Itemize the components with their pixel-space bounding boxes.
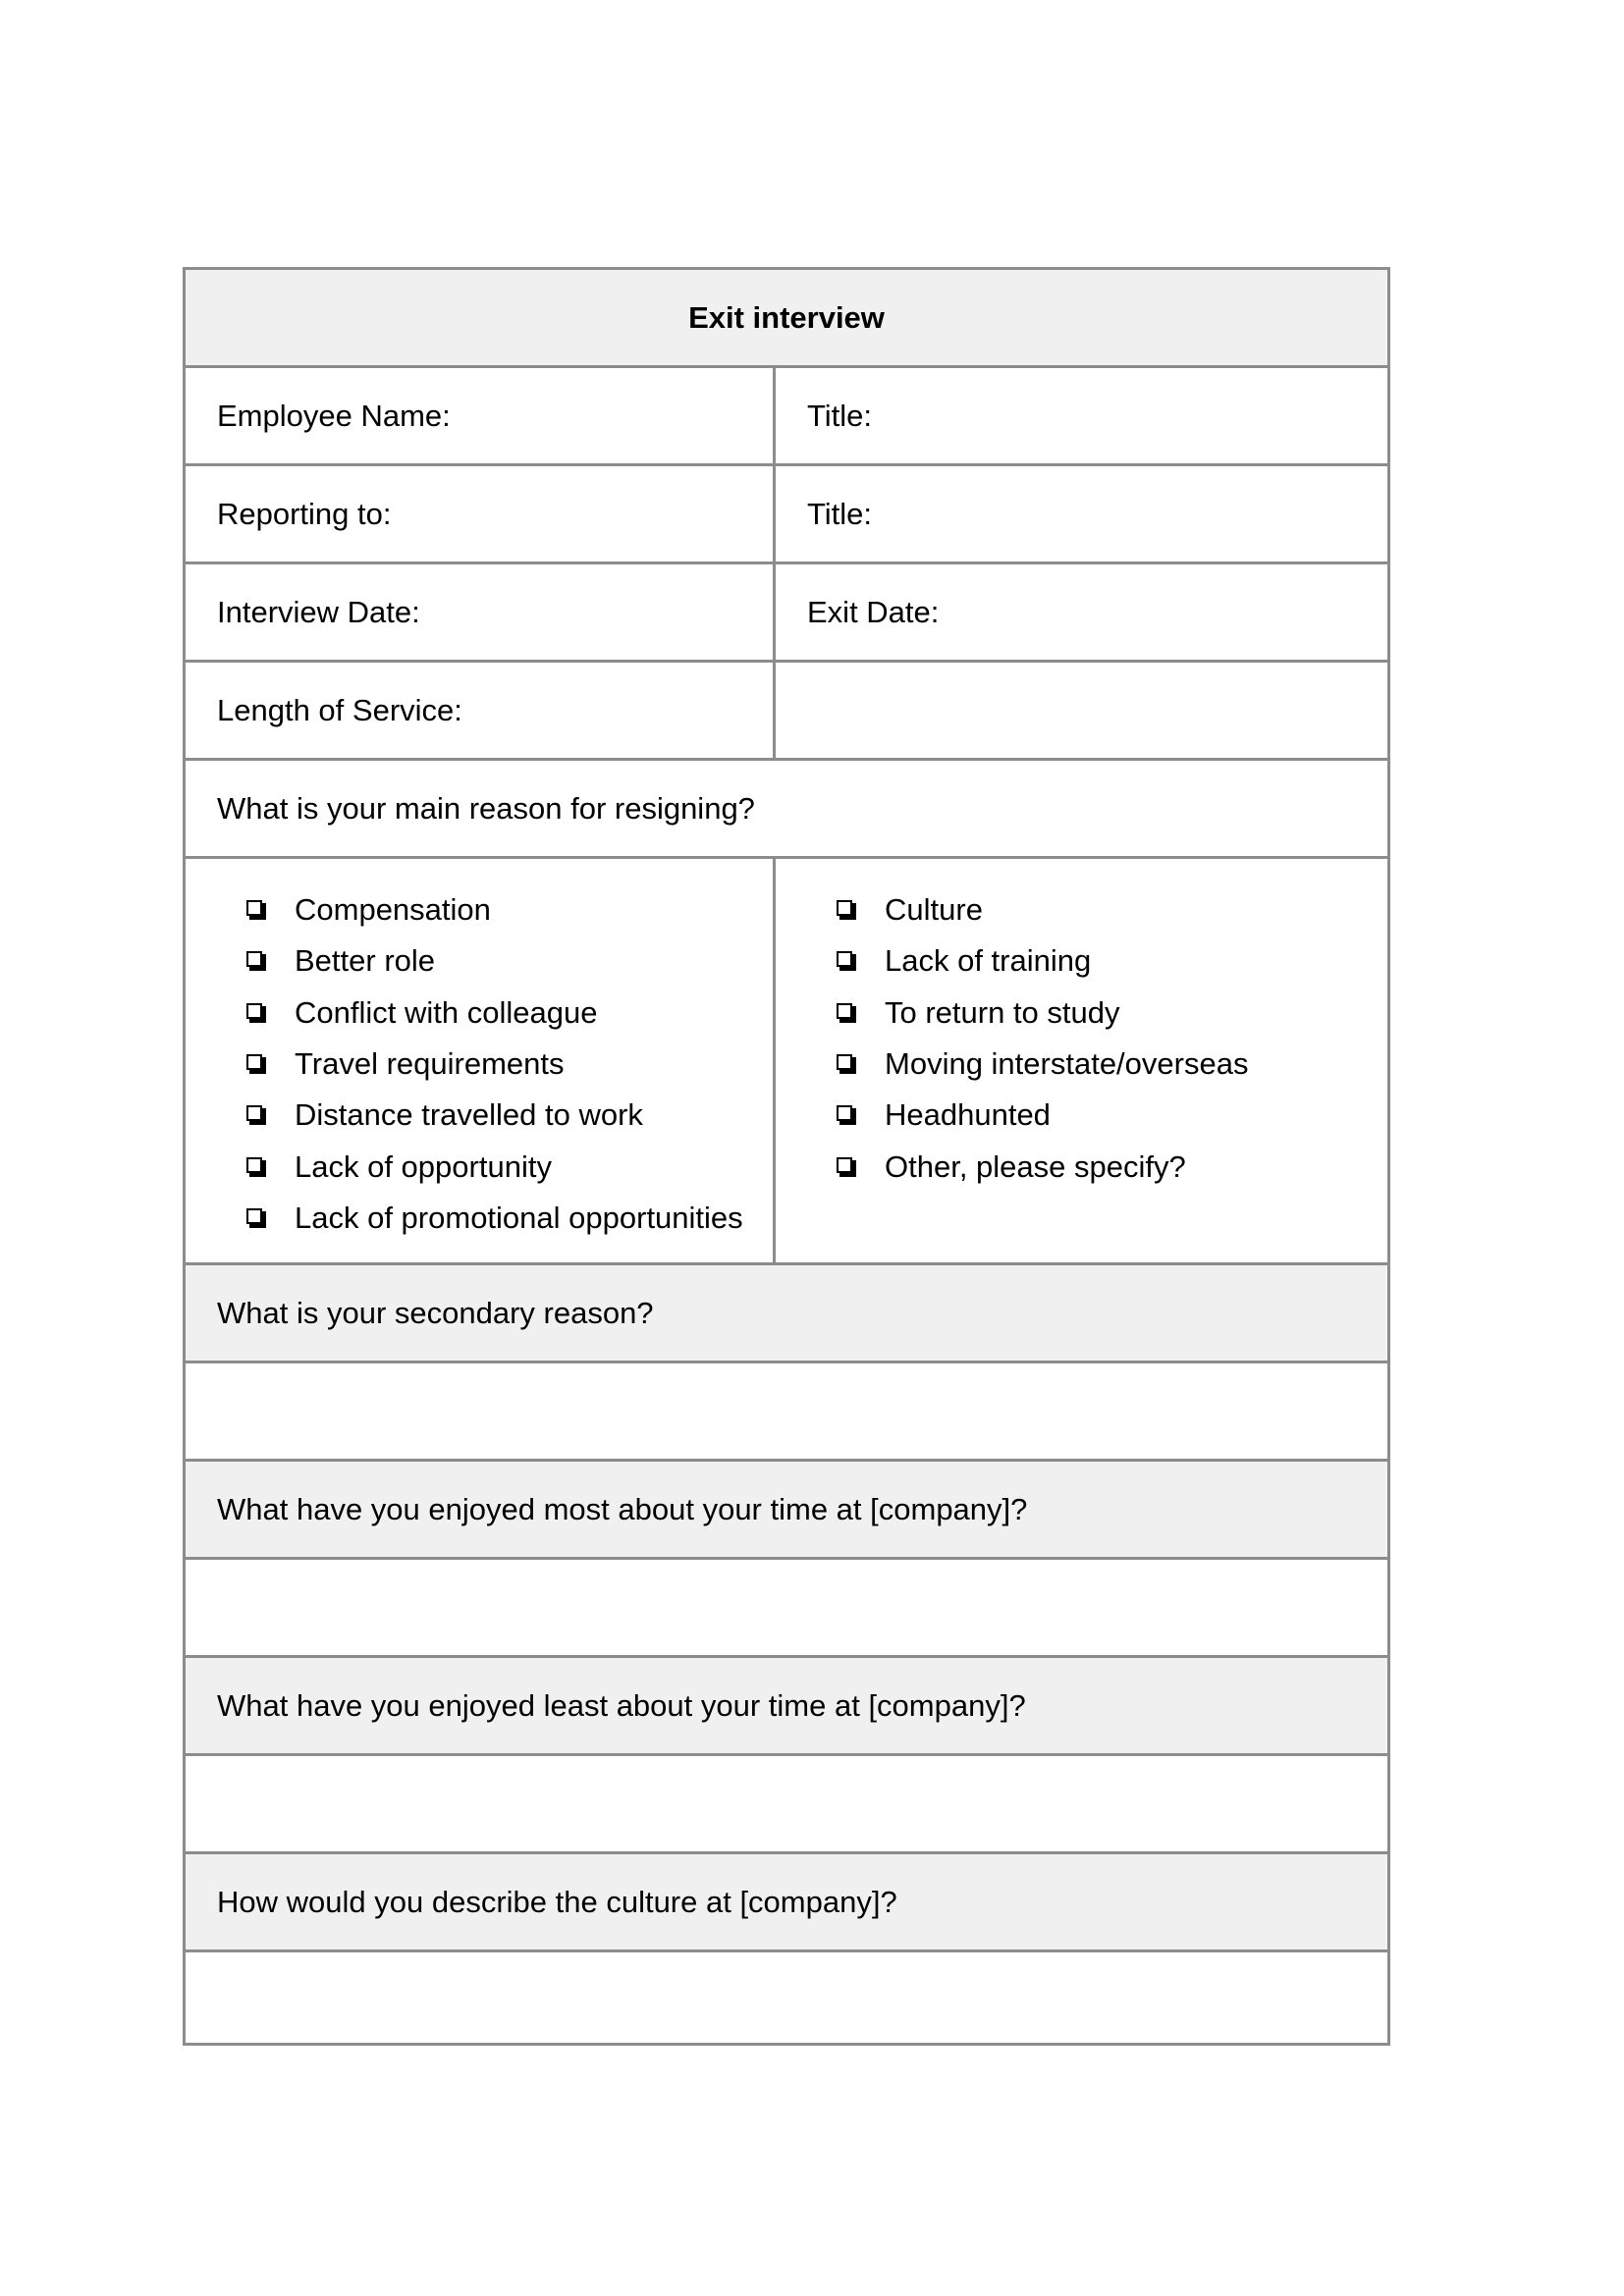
service-row	[186, 663, 1387, 761]
reason-option[interactable]	[246, 1039, 773, 1090]
reason-label: To return to study	[885, 994, 1120, 1030]
reason-option[interactable]	[837, 884, 1387, 935]
checkbox-icon[interactable]	[246, 951, 266, 971]
reason-option[interactable]	[246, 1193, 773, 1244]
enjoyed-least-answer[interactable]	[186, 1756, 1387, 1854]
exit-date-field[interactable]	[776, 564, 1387, 660]
reason-option[interactable]	[246, 884, 773, 935]
exit-date-label: Exit Date:	[807, 594, 940, 629]
main-reason-row	[186, 761, 1387, 859]
checkbox-icon[interactable]	[246, 900, 266, 920]
reason-option[interactable]	[837, 1141, 1387, 1192]
reason-label: Distance travelled to work	[295, 1097, 643, 1133]
reason-label: Conflict with colleague	[295, 994, 598, 1030]
employee-name-label: Employee Name:	[217, 398, 451, 433]
enjoyed-least-cell	[186, 1658, 1387, 1753]
length-of-service-field[interactable]	[186, 663, 776, 758]
reason-label: Compensation	[295, 892, 491, 928]
reason-label: Headhunted	[885, 1097, 1051, 1133]
checkbox-icon[interactable]	[246, 1105, 266, 1125]
culture-cell	[186, 1854, 1387, 1949]
manager-title-field[interactable]	[776, 466, 1387, 561]
checkbox-icon[interactable]	[837, 1003, 856, 1023]
secondary-reason-cell	[186, 1265, 1387, 1361]
enjoyed-most-cell	[186, 1462, 1387, 1557]
checkbox-icon[interactable]	[837, 900, 856, 920]
employee-title-label: Title:	[807, 398, 873, 433]
exit-interview-form	[183, 267, 1390, 2046]
checkbox-icon[interactable]	[837, 1157, 856, 1177]
checkbox-icon[interactable]	[246, 1054, 266, 1074]
reason-option[interactable]	[837, 1090, 1387, 1141]
culture-row	[186, 1854, 1387, 1952]
reason-option[interactable]	[246, 1141, 773, 1192]
enjoyed-most-row	[186, 1462, 1387, 1560]
manager-title-label: Title:	[807, 496, 873, 531]
length-of-service-label: Length of Service:	[217, 692, 462, 727]
reasons-row	[186, 859, 1387, 1265]
length-of-service-value[interactable]	[776, 663, 1387, 758]
enjoyed-most-answer[interactable]	[186, 1560, 1387, 1658]
interview-date-label: Interview Date:	[217, 594, 420, 629]
secondary-reason-row	[186, 1265, 1387, 1363]
main-reason-question: What is your main reason for resigning?	[217, 790, 755, 826]
secondary-reason-answer[interactable]	[186, 1363, 1387, 1462]
reason-label: Lack of promotional opportunities	[295, 1200, 743, 1235]
reason-label: Other, please specify?	[885, 1148, 1186, 1184]
reason-label: Moving interstate/overseas	[885, 1046, 1249, 1082]
employee-row	[186, 368, 1387, 466]
employee-title-field[interactable]	[776, 368, 1387, 463]
checkbox-icon[interactable]	[246, 1157, 266, 1177]
reason-option[interactable]	[246, 1090, 773, 1141]
culture-answer[interactable]	[186, 1952, 1387, 2043]
reporting-to-label: Reporting to:	[217, 496, 392, 531]
employee-name-field[interactable]	[186, 368, 776, 463]
secondary-reason-question: What is your secondary reason?	[217, 1295, 654, 1330]
checkbox-icon[interactable]	[246, 1003, 266, 1023]
reason-option[interactable]	[837, 988, 1387, 1039]
interview-date-field[interactable]	[186, 564, 776, 660]
reasons-right-column	[776, 859, 1387, 1262]
checkbox-icon[interactable]	[837, 951, 856, 971]
reason-option[interactable]	[837, 935, 1387, 987]
reason-label: Culture	[885, 892, 983, 928]
form-title-cell	[186, 270, 1387, 365]
form-title-row	[186, 270, 1387, 368]
dates-row	[186, 564, 1387, 663]
culture-question: How would you describe the culture at [company]?	[217, 1884, 897, 1919]
reason-label: Lack of training	[885, 943, 1092, 979]
form-title: Exit interview	[688, 299, 885, 335]
checkbox-icon[interactable]	[246, 1208, 266, 1228]
reason-option[interactable]	[837, 1039, 1387, 1090]
checkbox-icon[interactable]	[837, 1054, 856, 1074]
reason-label: Travel requirements	[295, 1046, 565, 1082]
reporting-row	[186, 466, 1387, 564]
enjoyed-least-question: What have you enjoyed least about your time at [company]?	[217, 1687, 1026, 1723]
reason-option[interactable]	[246, 988, 773, 1039]
reason-label: Better role	[295, 943, 436, 979]
main-reason-cell	[186, 761, 1387, 856]
reason-option[interactable]	[246, 935, 773, 987]
checkbox-icon[interactable]	[837, 1105, 856, 1125]
reason-label: Lack of opportunity	[295, 1148, 552, 1184]
reporting-to-field[interactable]	[186, 466, 776, 561]
enjoyed-least-row	[186, 1658, 1387, 1756]
reasons-left-column	[186, 859, 776, 1262]
enjoyed-most-question: What have you enjoyed most about your time at [company]?	[217, 1491, 1028, 1526]
